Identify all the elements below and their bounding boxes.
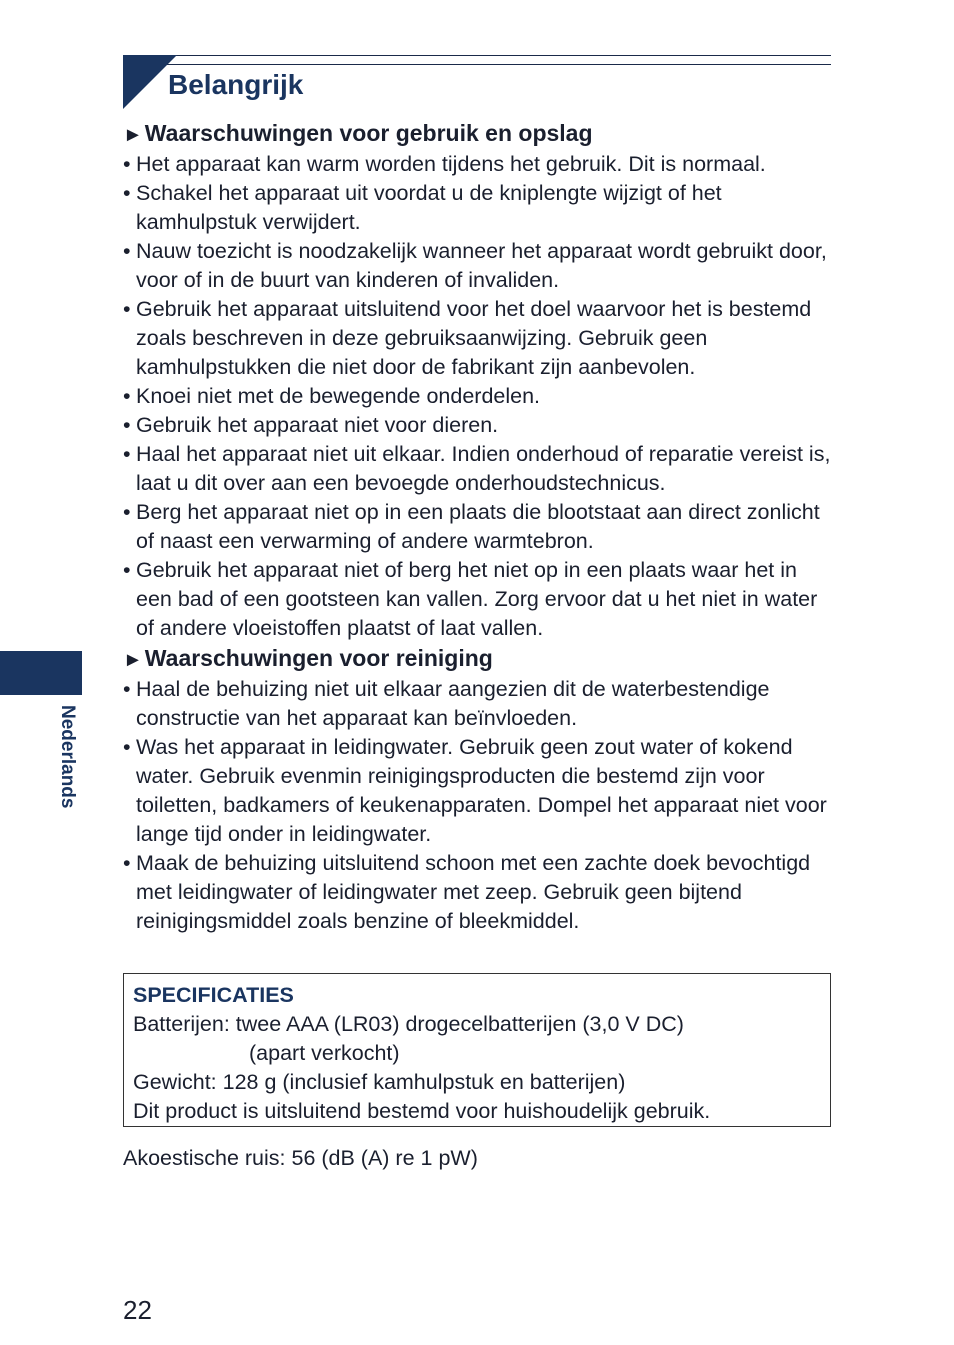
section-cleaning [123,643,835,936]
specifications-title: SPECIFICATIES [133,983,294,1007]
bullet-icon: • [123,735,131,759]
section-title [123,118,835,150]
bullet-icon: • [123,500,131,524]
list-item: • Gebruik het apparaat niet of berg het niet op in een plaats waar het in een bad of een gootsteen kan vallen. Zorg ervoor dat u het niet in water of andere vloeistoffen plaatst of laat vallen. [123,558,818,640]
list-item: • Nauw toezicht is noodzakelijk wanneer het apparaat wordt gebruikt door, voor of in de buurt van kinderen of invaliden. [123,239,827,292]
spec-batteries-note: (apart verkocht) [249,1041,400,1065]
list-item: • Gebruik het apparaat uitsluitend voor het doel waarvoor het is bestemd zoals beschreven in deze gebruiksaanwijzing. Gebruik geen kamhulpstukken die niet door de fabrikant zijn aanbevolen. [123,297,812,379]
bullet-icon: • [123,384,131,408]
list-item: • Haal het apparaat niet uit elkaar. Indien onderhoud of reparatie vereist is, laat u dit over aan een bevoegde onderhoudstechnicus. [123,442,831,495]
page-heading: Belangrijk [168,69,304,100]
list-item: • Was het apparaat in leidingwater. Gebruik geen zout water of kokend water. Gebruik evenmin reinigingsproducten die bestemd zijn voor toiletten, badkamers of keukenapparaten. Dompel het apparaat niet voor lange tijd onder in leidingwater. [123,735,827,846]
bullet-icon: • [123,851,131,875]
arrow-right-icon: ► [123,649,143,671]
spec-weight: Gewicht: 128 g (inclusief kamhulpstuk en batterijen) [133,1070,626,1094]
arrow-right-icon: ► [123,124,143,146]
list-item: • Haal de behuizing niet uit elkaar aangezien dit de waterbestendige constructie van het apparaat kan beïnvloeden. [123,677,770,730]
section-title-text: Waarschuwingen voor reiniging [144,645,493,671]
language-label: Nederlands [57,705,78,809]
top-rule-lower [123,64,831,65]
bullet-icon: • [123,152,131,176]
spec-household-use: Dit product is uitsluitend bestemd voor huishoudelijk gebruik. [133,1099,711,1123]
specifications-box [123,973,831,1127]
list-item: • Gebruik het apparaat niet voor dieren. [123,411,835,440]
list-item: • Het apparaat kan warm worden tijdens het gebruik. Dit is normaal. [123,150,835,179]
top-rule-upper [123,55,831,56]
list-item: • Schakel het apparaat uit voordat u de kniplengte wijzigt of het kamhulpstuk verwijdert. [123,181,722,234]
acoustic-noise: Akoestische ruis: 56 (dB (A) re 1 pW) [123,1146,478,1170]
bullet-icon: • [123,413,131,437]
section-title-text: Waarschuwingen voor gebruik en opslag [144,120,593,146]
bullet-icon: • [123,181,131,205]
list-item: • Knoei niet met de bewegende onderdelen. [123,382,835,411]
spec-batteries: Batterijen: twee AAA (LR03) drogecelbatterijen (3,0 V DC) [133,1012,684,1036]
bullet-list [123,675,835,936]
page-number: 22 [123,1295,152,1325]
bullet-list [123,150,835,643]
bullet-icon: • [123,442,131,466]
list-item: • Maak de behuizing uitsluitend schoon met een zachte doek bevochtigd met leidingwater of leidingwater met zeep. Gebruik geen bijtend reinigingsmiddel zoals benzine of bleekmiddel. [123,851,811,933]
bullet-icon: • [123,297,131,321]
section-usage-storage [123,118,835,643]
bullet-icon: • [123,239,131,263]
list-item: • Berg het apparaat niet op in een plaats die blootstaat aan direct zonlicht of naast een verwarming of andere warmtebron. [123,500,820,553]
warnings-content [123,118,835,936]
bullet-icon: • [123,677,131,701]
section-title [123,643,835,675]
bullet-icon: • [123,558,131,582]
language-tab-marker [0,651,82,695]
